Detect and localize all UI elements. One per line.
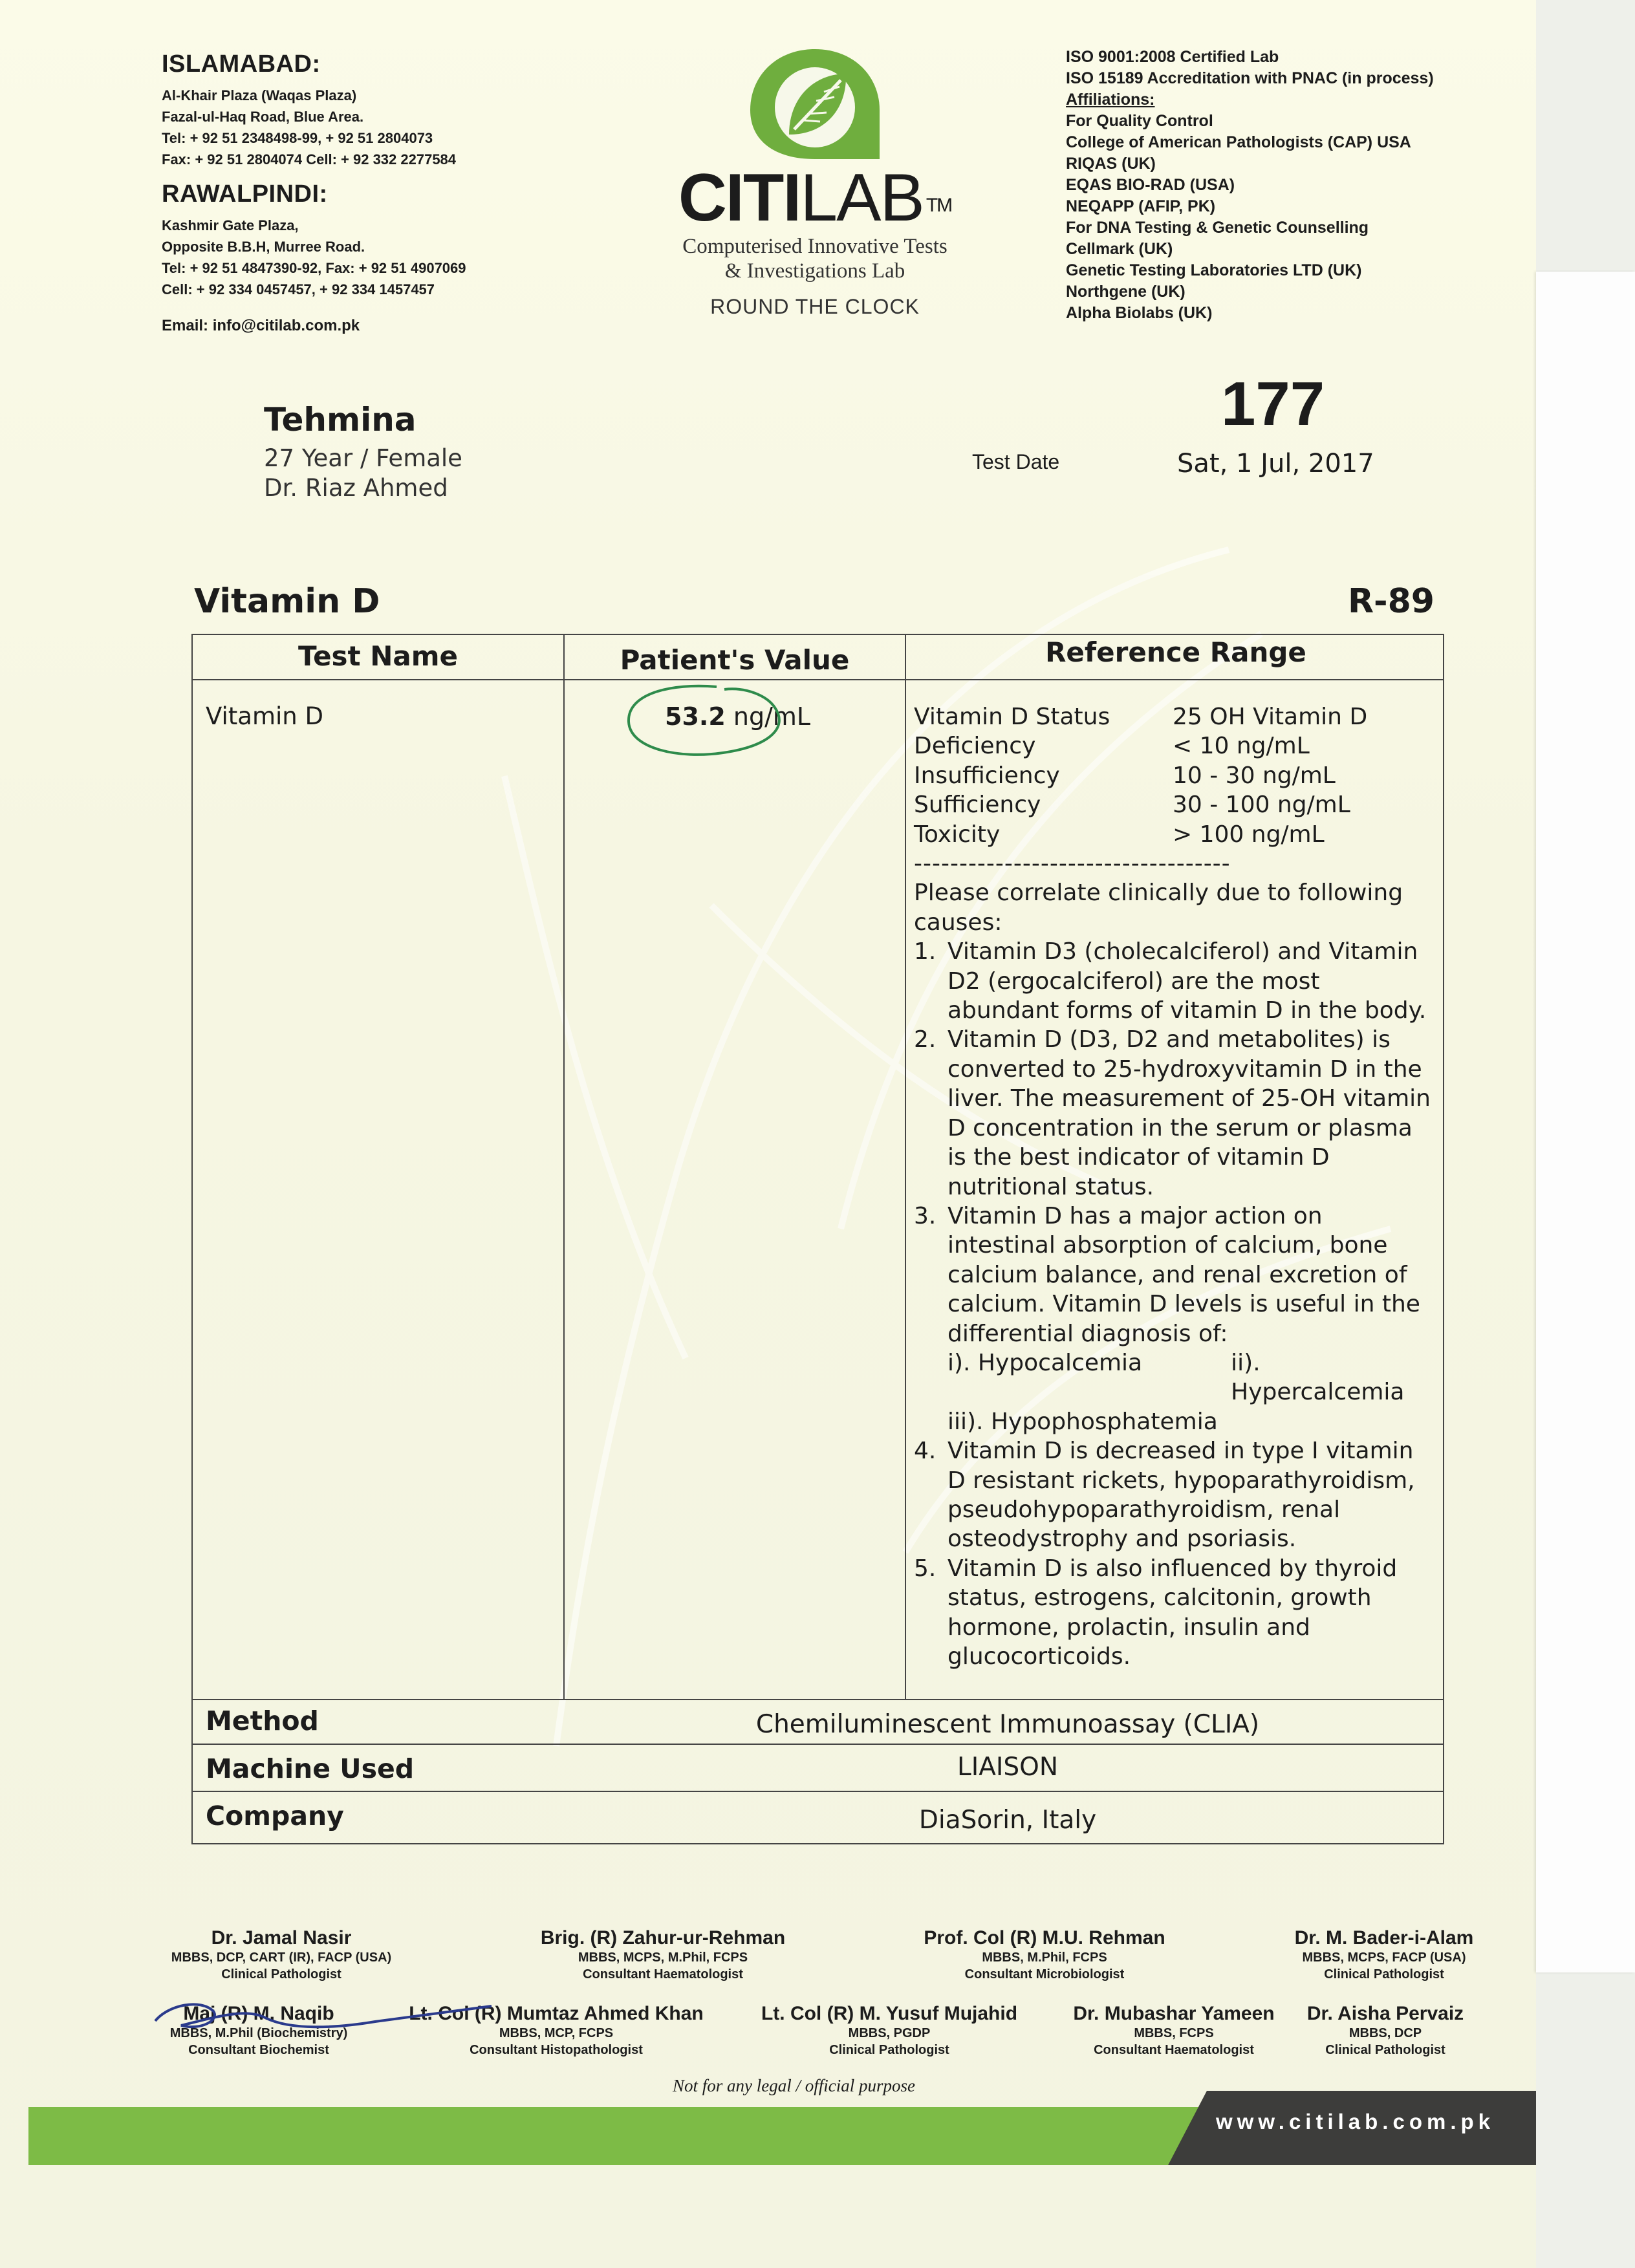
address-line: Kashmir Gate Plaza, bbox=[162, 217, 299, 233]
doctor-entry: Lt. Col (R) Mumtaz Ahmed Khan MBBS, MCP, FCPS Consultant Histopathologist bbox=[409, 2003, 704, 2057]
note-item: 2. Vitamin D (D3, D2 and metabolites) is converted to 25-hydroxyvitamin D in the liver. The measurement of 25-OH vitamin D concentration in the serum or plasma is the best indicator of vitamin D nutritional status. bbox=[914, 1026, 1431, 1200]
brand-name: CITILAB ™ bbox=[678, 160, 952, 235]
affiliation: Genetic Testing Laboratories LTD (UK) bbox=[1066, 261, 1362, 279]
note-item: 5. Vitamin D is also influenced by thyroid status, estrogens, calcitonin, growth hormone, prolactin, insulin and glucocorticoids. bbox=[914, 1555, 1398, 1670]
affiliation: For Quality Control bbox=[1066, 112, 1213, 130]
dashed-divider: ----------------------------------- bbox=[914, 850, 1231, 878]
address-block bbox=[162, 50, 614, 335]
company-label: Company bbox=[206, 1800, 344, 1831]
affiliation: EQAS BIO-RAD (USA) bbox=[1066, 176, 1235, 194]
patient-name: Tehmina bbox=[264, 401, 417, 438]
column-header-test-name: Test Name bbox=[298, 640, 458, 672]
column-header-reference-range: Reference Range bbox=[1045, 636, 1306, 668]
doctor-entry: Dr. M. Bader-i-Alam MBBS, MCPS, FACP (USA) Clinical Pathologist bbox=[1294, 1927, 1474, 1982]
phone-line: Fax: + 92 51 2804074 Cell: + 92 332 2277584 bbox=[162, 151, 457, 167]
report-code: R-89 bbox=[1348, 582, 1435, 621]
round-the-clock: ROUND THE CLOCK bbox=[710, 295, 920, 318]
doctor-entry: Dr. Jamal Nasir MBBS, DCP, CART (IR), FACP (USA) Clinical Pathologist bbox=[171, 1927, 392, 1982]
method-value: Chemiluminescent Immunoassay (CLIA) bbox=[755, 1710, 1260, 1739]
citilab-logo bbox=[647, 45, 983, 319]
certifications-block bbox=[1066, 47, 1519, 324]
handwritten-signature bbox=[142, 1992, 504, 2044]
column-header-patient-value: Patient's Value bbox=[620, 644, 850, 676]
diagnosis-row: i). Hypocalcemia ii). Hypercalcemia bbox=[947, 1349, 1405, 1406]
address-line: Fazal-ul-Haq Road, Blue Area. bbox=[162, 109, 364, 125]
patient-value-cell bbox=[665, 702, 810, 731]
phone-line: Tel: + 92 51 4847390-92, Fax: + 92 51 4907069 bbox=[162, 260, 466, 276]
scan-edge bbox=[1536, 0, 1635, 2268]
range-row: Insufficiency 10 - 30 ng/mL bbox=[914, 762, 1336, 789]
doctor-entry: Dr. Aisha Pervaiz MBBS, DCP Clinical Pathologist bbox=[1306, 2003, 1464, 2057]
doctor-entry: Dr. Mubashar Yameen MBBS, FCPS Consultant Haematologist bbox=[1073, 2003, 1275, 2057]
doctor-entry: Prof. Col (R) M.U. Rehman MBBS, M.Phil, FCPS Consultant Microbiologist bbox=[924, 1927, 1165, 1982]
results-table bbox=[191, 634, 1444, 1844]
affiliation: Northgene (UK) bbox=[1066, 283, 1186, 301]
method-label: Method bbox=[206, 1705, 319, 1736]
city-islamabad: ISLAMABAD: bbox=[162, 50, 321, 78]
referring-doctor: Dr. Riaz Ahmed bbox=[264, 474, 448, 502]
note-intro: Please correlate clinically due to following causes: bbox=[914, 880, 1403, 936]
patient-number: 177 bbox=[1221, 369, 1325, 438]
notes-list bbox=[914, 937, 1431, 1671]
diagnosis-item: iii). Hypophosphatemia bbox=[947, 1408, 1218, 1435]
affiliations-label: Affiliations: bbox=[1066, 91, 1155, 109]
doctor-entry: Maj (R) M. Naqib MBBS, M.Phil (Biochemistry) Consultant Biochemist bbox=[169, 2003, 348, 2057]
affiliation: RIQAS (UK) bbox=[1066, 155, 1156, 173]
affiliation: College of American Pathologists (CAP) USA bbox=[1066, 133, 1411, 151]
range-row: Deficiency < 10 ng/mL bbox=[914, 733, 1310, 760]
certification: ISO 15189 Accreditation with PNAC (in process) bbox=[1066, 69, 1434, 87]
city-rawalpindi: RAWALPINDI: bbox=[162, 180, 328, 208]
affiliation: Cellmark (UK) bbox=[1066, 240, 1173, 258]
range-row: Sufficiency 30 - 100 ng/mL bbox=[914, 792, 1350, 819]
phone-line: Cell: + 92 334 0457457, + 92 334 1457457 bbox=[162, 281, 435, 297]
phone-line: Tel: + 92 51 2348498-99, + 92 51 2804073 bbox=[162, 130, 433, 146]
email-address: Email: info@citilab.com.pk bbox=[162, 317, 360, 334]
test-name-cell: Vitamin D bbox=[206, 702, 323, 730]
range-row: Toxicity > 100 ng/mL bbox=[914, 821, 1325, 848]
note-item: 3. Vitamin D has a major action on intestinal absorption of calcium, bone calcium balance, and renal excretion of calcium. Vitamin D levels is useful in the differential diagnosis of: i). Hypocalcemia ii). Hypercalcemia iii). Hypophosphatemia bbox=[914, 1202, 1431, 1436]
result-value: 53.2 bbox=[665, 702, 726, 731]
website-url: www.citilab.com.pk bbox=[1216, 2110, 1495, 2133]
note-item: 4. Vitamin D is decreased in type I vitamin D resistant rickets, hypoparathyroidism, pseudohypoparathyroidism, renal osteodystrophy and psoriasis. bbox=[914, 1438, 1415, 1553]
machine-value: LIAISON bbox=[957, 1753, 1059, 1782]
result-unit: ng/mL bbox=[733, 702, 811, 731]
reference-range-cell bbox=[914, 702, 1431, 1671]
test-date: Sat, 1 Jul, 2017 bbox=[1177, 449, 1374, 479]
doctor-entry: Lt. Col (R) M. Yusuf Mujahid MBBS, PGDP Clinical Pathologist bbox=[761, 2003, 1018, 2057]
address-line: Opposite B.B.H, Murree Road. bbox=[162, 239, 365, 255]
machine-label: Machine Used bbox=[206, 1753, 415, 1784]
disclaimer: Not for any legal / official purpose bbox=[673, 2076, 915, 2095]
address-line: Al-Khair Plaza (Waqas Plaza) bbox=[162, 87, 357, 103]
certification: ISO 9001:2008 Certified Lab bbox=[1066, 48, 1279, 66]
note-item: 1. Vitamin D3 (cholecalciferol) and Vitamin D2 (ergocalciferol) are the most abundant forms of vitamin D in the body. bbox=[914, 938, 1427, 1024]
company-value: DiaSorin, Italy bbox=[918, 1806, 1097, 1835]
leaf-logo-icon bbox=[744, 45, 886, 162]
test-date-label: Test Date bbox=[972, 450, 1060, 473]
affiliation: NEQAPP (AFIP, PK) bbox=[1066, 197, 1216, 215]
doctor-entry: Brig. (R) Zahur-ur-Rehman MBBS, MCPS, M.Phil, FCPS Consultant Haematologist bbox=[540, 1927, 786, 1982]
report-title: Vitamin D bbox=[194, 582, 380, 621]
patient-info bbox=[264, 401, 462, 503]
range-row: Vitamin D Status 25 OH Vitamin D bbox=[914, 704, 1368, 730]
patient-age-gender: 27 Year / Female bbox=[264, 444, 462, 472]
affiliation: Alpha Biolabs (UK) bbox=[1066, 304, 1213, 322]
tagline: Computerised Innovative Tests & Investigations Lab bbox=[682, 235, 947, 283]
affiliation: For DNA Testing & Genetic Counselling bbox=[1066, 219, 1369, 237]
